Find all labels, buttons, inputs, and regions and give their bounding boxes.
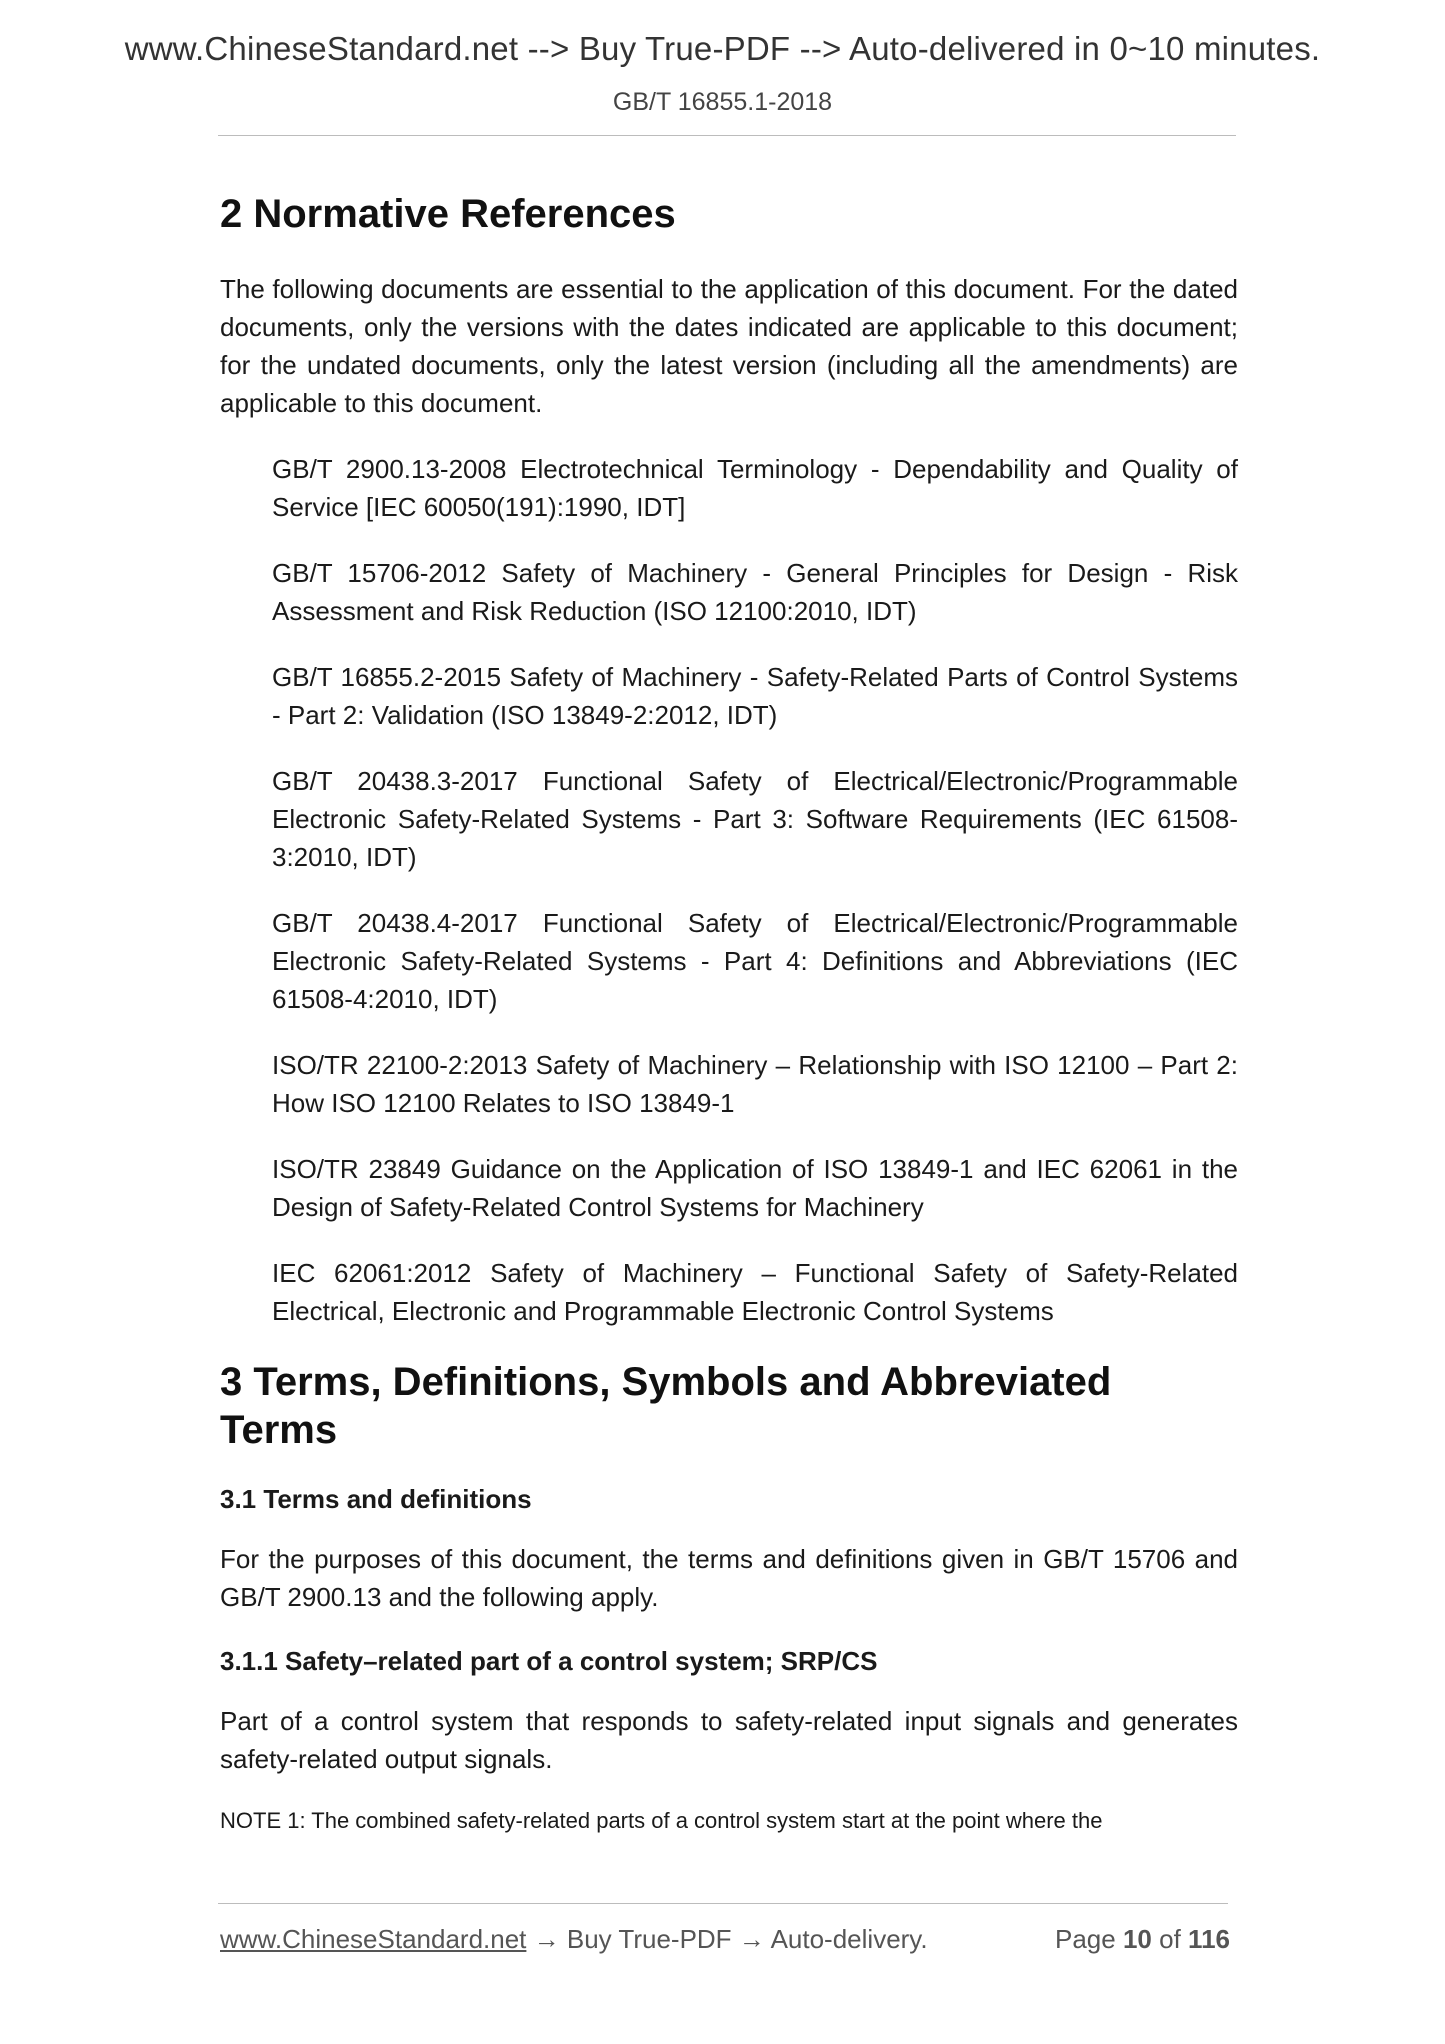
term-note: NOTE 1: The combined safety-related parts of a control system start at the point where the <box>220 1808 1103 1833</box>
page-number: 10 <box>1122 1924 1152 1954</box>
header-divider <box>218 135 1236 136</box>
page-footer <box>220 1924 1230 1955</box>
section-3-heading: 3 Terms, Definitions, Symbols and Abbreviated Terms <box>220 1360 1112 1452</box>
reference-item: IEC 62061:2012 Safety of Machinery – Functional Safety of Safety-Related Electrical, Electronic and Programmable Electronic Control Systems <box>272 1258 1238 1326</box>
term-3-1-1-heading: 3.1.1 Safety–related part of a control system; SRP/CS <box>220 1646 878 1676</box>
page-indicator <box>1055 1924 1230 1955</box>
reference-item: ISO/TR 23849 Guidance on the Application of ISO 13849-1 and IEC 62061 in the Design of Safety-Related Control Systems for Machinery <box>272 1154 1238 1222</box>
reference-item: GB/T 16855.2-2015 Safety of Machinery - Safety-Related Parts of Control Systems - Part 2: Validation (ISO 13849-2:2012, IDT) <box>272 662 1238 730</box>
document-body <box>220 190 1238 1838</box>
page-label: Page <box>1055 1924 1116 1954</box>
reference-item: GB/T 20438.4-2017 Functional Safety of Electrical/Electronic/Programmable Electronic Safety-Related Systems - Part 4: Definitions and Abbreviations (IEC 61508-4:2010, IDT) <box>272 908 1238 1014</box>
section-2-heading: 2 Normative References <box>220 192 676 236</box>
standard-code: GB/T 16855.1-2018 <box>612 88 833 116</box>
subsection-3-1-text: For the purposes of this document, the terms and definitions given in GB/T 15706 and GB/T 2900.13 and the following apply. <box>220 1544 1238 1612</box>
reference-item: GB/T 15706-2012 Safety of Machinery - General Principles for Design - Risk Assessment and Risk Reduction (ISO 12100:2010, IDT) <box>272 558 1238 626</box>
reference-item: GB/T 2900.13-2008 Electrotechnical Terminology - Dependability and Quality of Service [IEC 60050(191):1990, IDT] <box>272 454 1238 522</box>
reference-item: GB/T 20438.3-2017 Functional Safety of Electrical/Electronic/Programmable Electronic Safety-Related Systems - Part 3: Software Requirements (IEC 61508-3:2010, IDT) <box>272 766 1238 872</box>
footer-promo-text: → Buy True-PDF → Auto-delivery. <box>526 1924 928 1954</box>
subsection-3-1-heading: 3.1 Terms and definitions <box>220 1484 532 1514</box>
reference-list <box>220 450 1238 1330</box>
section-2-intro: The following documents are essential to the application of this document. For the dated documents, only the versions with the dates indicated are applicable to this document; for the undated documents, only the latest version (including all the amendments) are applicable to this document. <box>220 274 1238 418</box>
term-3-1-1-definition: Part of a control system that responds to safety-related input signals and generates safety-related output signals. <box>220 1706 1238 1774</box>
footer-promo <box>220 1924 928 1955</box>
site-banner: www.ChineseStandard.net --> Buy True-PDF --> Auto-delivered in 0~10 minutes. <box>124 30 1321 67</box>
footer-divider <box>218 1903 1228 1904</box>
of-label: of <box>1159 1924 1181 1954</box>
page-total: 116 <box>1188 1924 1230 1954</box>
footer-site-link[interactable]: www.ChineseStandard.net <box>220 1924 527 1954</box>
reference-item: ISO/TR 22100-2:2013 Safety of Machinery – Relationship with ISO 12100 – Part 2: How ISO 12100 Relates to ISO 13849-1 <box>272 1050 1238 1118</box>
